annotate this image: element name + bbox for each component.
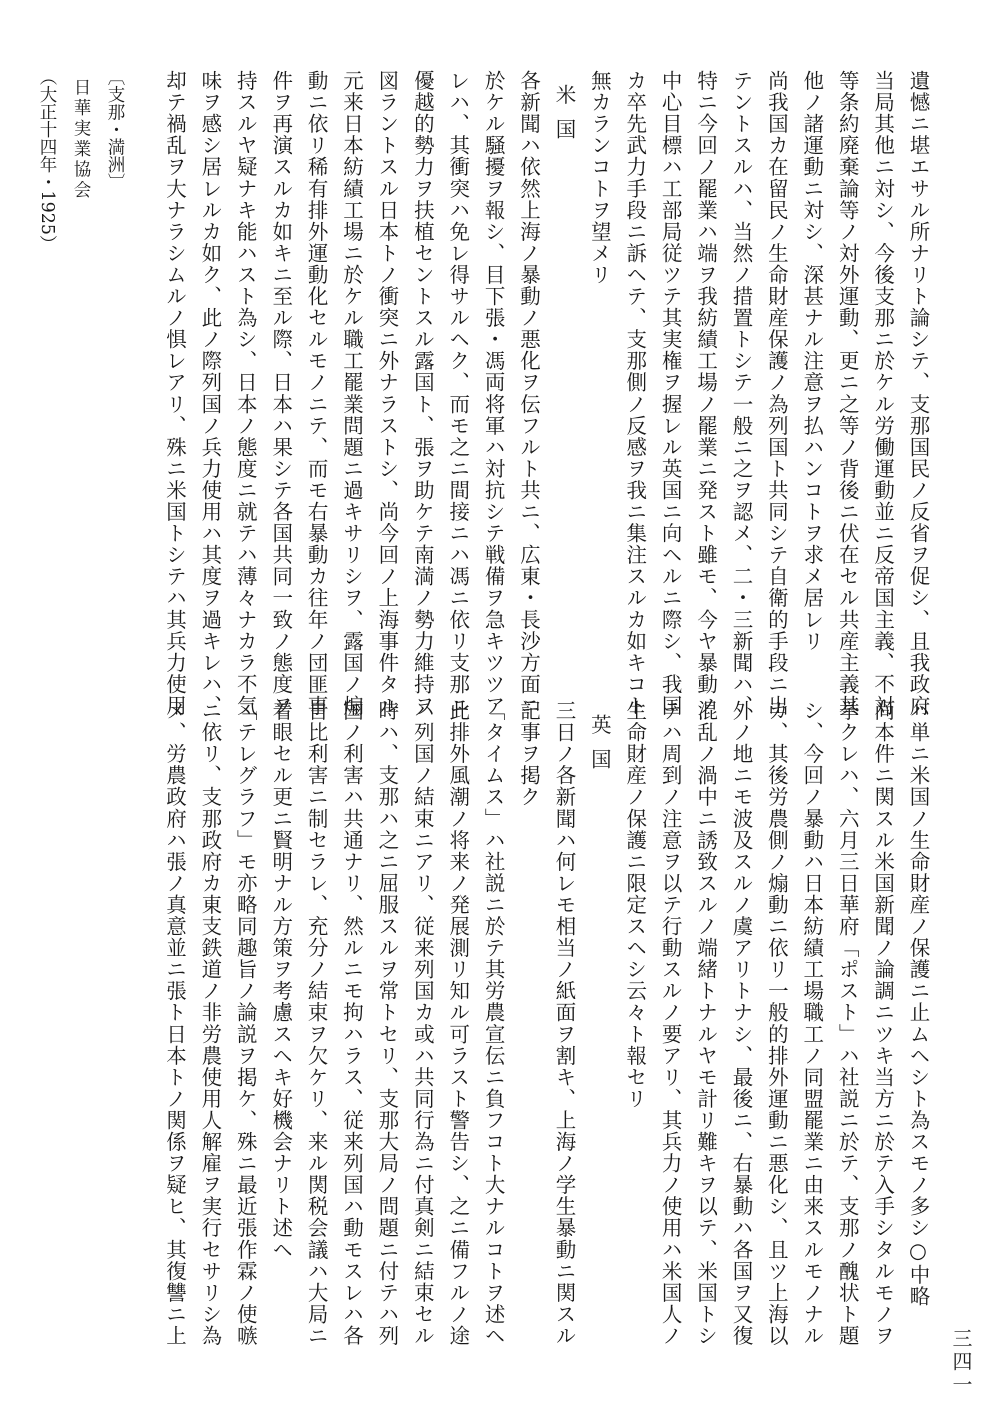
text-column: テハ周到ノ注意ヲ以テ行動スルノ要アリ、其兵力ノ使用ハ米国人ノ xyxy=(658,700,683,1347)
text-column: 特ニ今回ノ罷業ハ端ヲ我紡績工場ノ罷業ニ発スト雖モ、今ヤ暴動ノ xyxy=(693,70,718,717)
text-column: 混乱ノ渦中ニ誘致スルノ端緒トナルヤモ計リ難キヲ以テ、米国トシ xyxy=(693,700,718,1347)
text-column: 尚本件ニ関スル米国新聞ノ論調ニツキ当方ニ於テ入手シタルモノヲ xyxy=(870,700,895,1347)
text-column: 中心目標ハ工部局従ツテ其実権ヲ握レル英国ニ向ヘルニ際シ、我国 xyxy=(658,70,683,717)
footer-period: （大正十四年・1925） xyxy=(37,68,57,253)
text-column: ニ依リ、支那政府カ東支鉄道ノ非労農使用人解雇ヲ実行セサリシ為 xyxy=(197,700,222,1347)
text-column: 遺憾ニ堪エサル所ナリト論シテ、支那国民ノ反省ヲ促シ、且我政府 xyxy=(906,70,930,717)
upper-text-block xyxy=(156,70,935,717)
lower-text-block xyxy=(156,700,935,1347)
text-column: 元来日本紡績工場ニ於ケル職工罷業問題ニ過キサリシヲ、露国ノ煽 xyxy=(339,70,364,717)
text-column: 「タイムス」ハ社説ニ於テ其労農宣伝ニ負フコト大ナルコトヲ述ヘ xyxy=(481,700,506,1347)
text-column: 動ニ依リ稀有排外運動化セルモノニテ、而モ右暴動カ往年ノ団匪事 xyxy=(304,70,329,717)
text-column: 等条約廃棄論等ノ対外運動、更ニ之等ノ背後ニ伏在セル共産主義其 xyxy=(835,70,860,717)
text-column: 国ノ利害ハ共通ナリ、然ルニモ拘ハラス、従来列国ハ動モスレハ各 xyxy=(339,700,364,1347)
text-column: 各新聞ハ依然上海ノ暴動ノ悪化ヲ伝フルト共ニ、広東・長沙方面ニ xyxy=(516,70,541,717)
footer-section: 〔支那・満洲〕 xyxy=(105,68,125,191)
text-column: 件ヲ再演スルカ如キニ至ル際、日本ハ果シテ各国共同一致ノ態度ヲ xyxy=(268,70,293,717)
text-column: 自比利害ニ制セラレ、充分ノ結束ヲ欠ケリ、来ル関税会議ハ大局ニ xyxy=(304,700,329,1347)
text-column: 於ケル騒擾ヲ報シ、目下張・馮両将軍ハ対抗シテ戦備ヲ急キツツア xyxy=(481,70,506,717)
text-column: 「テレグラフ」モ亦略同趣旨ノ論説ヲ掲ケ、殊ニ最近張作霖ノ使嗾 xyxy=(233,700,258,1347)
text-column: 外ノ地ニモ波及スルノ虞アリトナシ、最後ニ、右暴動ハ各国ヲ又復 xyxy=(728,700,753,1347)
text-column: ハ列国ノ結束ニアリ、従来列国カ或ハ共同行為ニ付真剣ニ結束セル xyxy=(410,700,435,1347)
text-column: 却テ禍乱ヲ大ナラシムルノ惧レアリ、殊ニ米国トシテハ其兵力使用 xyxy=(162,70,187,717)
text-column: 他ノ諸運動ニ対シ、深甚ナル注意ヲ払ハンコトヲ求メ居レリ xyxy=(799,70,824,652)
text-column: カ卒先武力手段ニ訴ヘテ、支那側ノ反感ヲ我ニ集注スルカ如キコト xyxy=(622,70,647,717)
text-column: 図ラントスル日本トノ衝突ニ外ナラストシ、尚今回ノ上海事件タル xyxy=(374,70,399,717)
text-column: レハ、其衝突ハ免レ得サルヘク、而モ之ニ間接ニハ馮ニ依リ支那ニ xyxy=(445,70,470,717)
text-column: 当局其他ニ対シ、今後支那ニ於ケル労働運動並ニ反帝国主義、不対 xyxy=(870,70,895,717)
page-number: 三四一 xyxy=(949,1328,973,1397)
text-column: 尚我国カ在留民ノ生命財産保護ノ為列国ト共同シテ自衛的手段ニ出 xyxy=(764,70,789,717)
text-column: 挙クレハ、六月三日華府「ポスト」ハ社説ニ於テ、支那ノ醜状ト題 xyxy=(835,700,860,1347)
section-heading: 英国 xyxy=(587,714,612,783)
text-column: カ、其後労農側ノ煽動ニ依リ一般的排外運動ニ悪化シ、且ツ上海以 xyxy=(764,700,789,1347)
text-column: 着眼セル更ニ賢明ナル方策ヲ考慮スヘキ好機会ナリト述ヘ xyxy=(268,700,293,1261)
section-heading: 米国 xyxy=(551,84,576,153)
text-column: テントスルハ、当然ノ措置トシテ一般ニ之ヲ認メ、二・三新聞ハ、 xyxy=(728,70,753,717)
footer-publisher: 日華実業協会 xyxy=(71,78,91,201)
text-column: 生命財産ノ保護ニ限定スヘシ云々ト報セリ xyxy=(622,700,647,1110)
text-column: 記事ヲ掲ク xyxy=(516,700,541,808)
text-column: 無カランコトヲ望メリ xyxy=(587,70,612,286)
text-column: ハ単ニ米国ノ生命財産ノ保護ニ止ムヘシト為スモノ多シ○中略 xyxy=(906,700,930,1307)
text-column: 味ヲ感シ居レルカ如ク、此ノ際列国ノ兵力使用ハ其度ヲ過キレハ、 xyxy=(197,70,222,717)
text-column: 優越的勢力ヲ扶植セントスル露国ト、張ヲ助ケテ南満ノ勢力維持ヲ xyxy=(410,70,435,717)
text-column: 持スルヤ疑ナキ能ハスト為シ、日本ノ態度ニ就テハ薄々ナカラ不気 xyxy=(233,70,258,717)
text-column: 此排外風潮ノ将来ノ発展測リ知ル可ラスト警告シ、之ニ備フルノ途 xyxy=(445,700,470,1347)
text-column: 三日ノ各新聞ハ何レモ相当ノ紙面ヲ割キ、上海ノ学生暴動ニ関スル xyxy=(551,700,576,1347)
text-column: 時ハ、支那ハ之ニ屈服スルヲ常トセリ、支那大局ノ問題ニ付テハ列 xyxy=(374,700,399,1347)
text-column: メ、労農政府ハ張ノ真意並ニ張ト日本トノ関係ヲ疑ヒ、其復讐ニ上 xyxy=(162,700,187,1347)
text-column: シ、今回ノ暴動ハ日本紡績工場職工ノ同盟罷業ニ由来スルモノナル xyxy=(799,700,824,1347)
footer-citation xyxy=(30,68,132,253)
